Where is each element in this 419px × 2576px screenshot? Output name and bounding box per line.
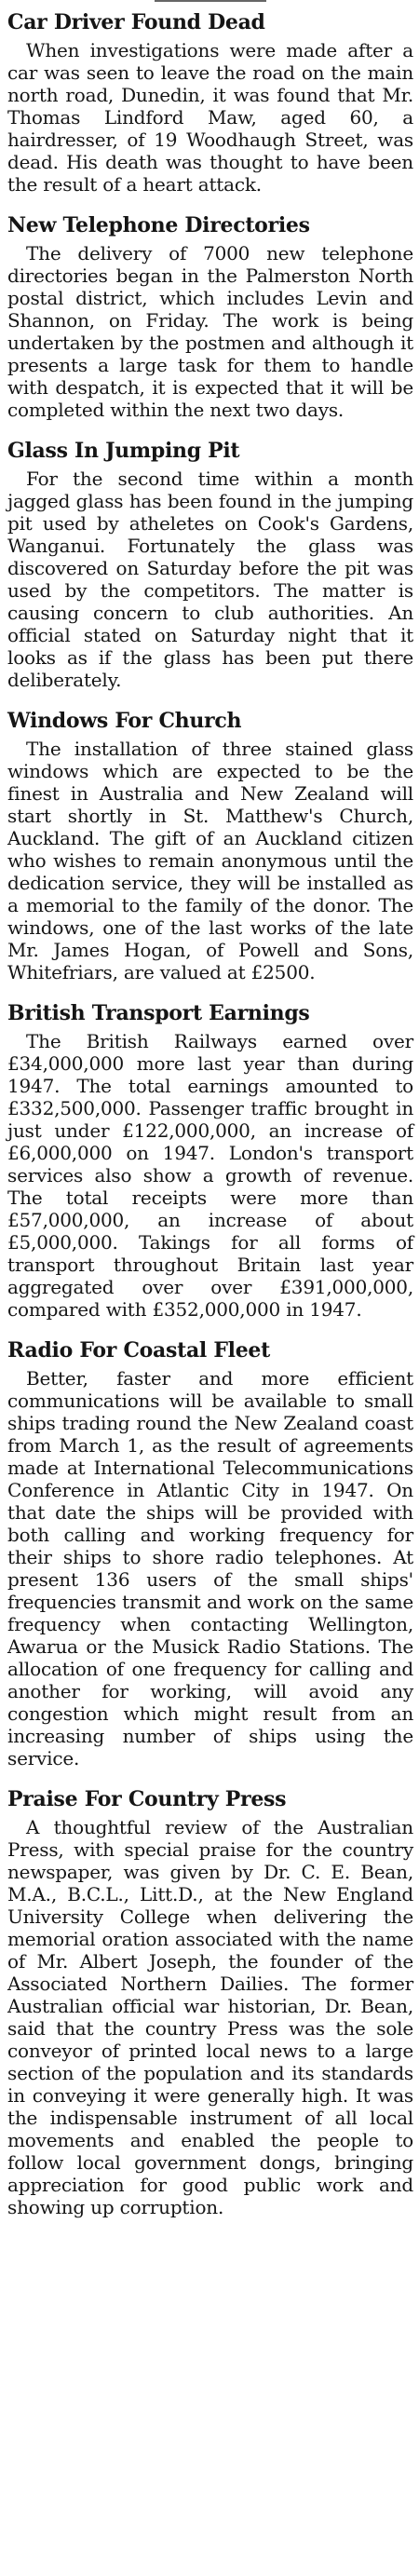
article-glass-in-jumping-pit [7, 440, 413, 691]
article-headline: New Telephone Directories [7, 213, 310, 237]
article-headline: Radio For Coastal Fleet [7, 1338, 270, 1363]
article-body: When investigations were made after a car was seen to leave the road on the main north road, Dunedin, it was found that Mr. Thomas Lindford Maw, aged 60, a hairdresser, of 19 Woodhaugh Street, was dead. His death was thought to have been the result of a heart attack. [7, 39, 413, 196]
article-headline: Car Driver Found Dead [7, 10, 265, 34]
article-headline: British Transport Earnings [7, 1001, 310, 1025]
article-headline: Praise For Country Press [7, 1787, 287, 1811]
article-body: Better, faster and more efficient communications will be available to small ships trading round the New Zealand coast from March 1, as the result of agreements made at International Telecommunications Conference in Atlantic City in 1947. On that date the ships will be provided with both calling and working frequency for their ships to shore radio telephones. At present 136 users of the small ships' frequencies transmit and work on the same frequency when contacting Wellington, Awarua or the Musick Radio Stations. The allocation of one frequency for calling and another for working, will avoid any congestion which might result from an increasing number of ships using the service. [7, 1367, 413, 1769]
article-headline: Glass In Jumping Pit [7, 439, 240, 463]
article-body: The British Railways earned over £34,000,000 more last year than during 1947. The total earnings amounted to £332,500,000. Passenger traffic brought in just under £122,000,000, an increase of £6,000,000 on 1947. London's transport services also show a growth of revenue. The total receipts were more than £57,000,000, an increase of about £5,000,000. Takings for all forms of transport throughout Britain last year aggregated over over £391,000,000, compared with £352,000,000 in 1947. [7, 1030, 413, 1321]
article-british-transport-earnings [7, 1002, 413, 1321]
article-body: The installation of three stained glass windows which are expected to be the finest in Australia and New Zealand will start shortly in St. Matthew's Church, Auckland. The gift of an Auckland citizen who wishes to remain anonymous until the dedication service, they will be installed as a memorial to the family of the donor. The windows, one of the last works of the late Mr. James Hogan, of Powell and Sons, Whitefriars, are valued at £2500. [7, 738, 413, 983]
article-praise-for-country-press [7, 1788, 413, 2218]
article-radio-for-coastal-fleet [7, 1339, 413, 1769]
article-windows-for-church [7, 710, 413, 983]
article-headline: Windows For Church [7, 709, 242, 733]
article-body: The delivery of 7000 new telephone directories began in the Palmerston North postal district, which includes Levin and Shannon, on Friday. The work is being undertaken by the postmen and although it presents a large task for them to handle with despatch, it is expected that it will be completed within the next two days. [7, 242, 413, 421]
article-car-driver-found-dead [7, 11, 413, 196]
top-rule [155, 0, 266, 2]
article-new-telephone-directories [7, 214, 413, 421]
article-body: A thoughtful review of the Australian Press, with special praise for the country newspaper, was given by Dr. C. E. Bean, M.A., B.C.L., Litt.D., at the New England University College when delivering the memorial oration associated with the name of Mr. Albert Joseph, the founder of the Associated Northern Dailies. The former Australian official war historian, Dr. Bean, said that the country Press was the sole conveyor of printed local news to a large section of the population and its standards in conveying it were generally high. It was the indispensable instrument of all local movements and enabled the people to follow local government dongs, bringing appreciation for good public work and showing up corruption. [7, 1816, 413, 2218]
article-body: For the second time within a month jagged glass has been found in the jumping pit used by atheletes on Cook's Gardens, Wanganui. Fortunately the glass was discovered on Saturday before the pit was used by the competitors. The matter is causing concern to club authorities. An official stated on Saturday night that it looks as if the glass has been put there deliberately. [7, 468, 413, 691]
